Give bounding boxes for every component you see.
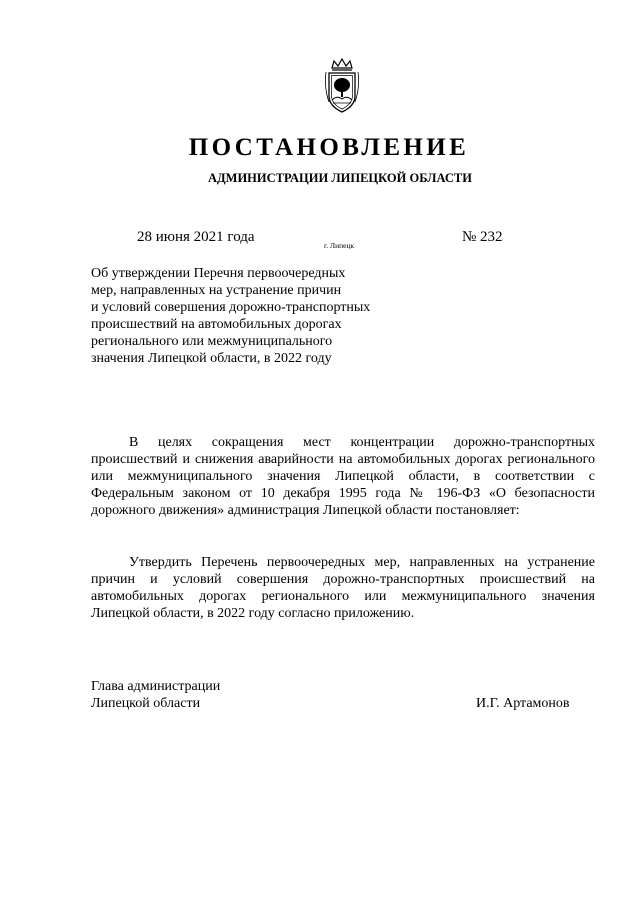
subject-line: регионального или межмуниципального (91, 334, 333, 349)
document-place: г. Липецк (324, 241, 355, 250)
signatory-name: И.Г. Артамонов (476, 696, 570, 711)
document-number: № 232 (462, 229, 503, 245)
resolution-paragraph: Утвердить Перечень первоочередных мер, направленных на устранение причин и условий совершения дорожно-транспортных происшествий на автомобильных дорогах регионального или межмуниципального значения Липецкой области, в 2022 году согласно приложению. (91, 555, 595, 621)
subject-line: значения Липецкой области, в 2022 году (91, 351, 332, 366)
position-line: Глава администрации (91, 679, 221, 694)
issuing-authority: АДМИНИСТРАЦИИ ЛИПЕЦКОЙ ОБЛАСТИ (208, 171, 472, 185)
subject-line: и условий совершения дорожно-транспортных (91, 300, 371, 315)
preamble-paragraph: В целях сокращения мест концентрации дорожно-транспортных происшествий и снижения аварийности на автомобильных дорогах регионального или межмуниципального значения Липецкой области, в соответствии с Федеральным законом от 10 декабря 1995 года № 196-ФЗ «О безопасности дорожного движения» администрация Липецкой области постановляет: (91, 435, 595, 518)
subject-line: Об утверждении Перечня первоочередных (91, 266, 346, 281)
document-subject (91, 265, 411, 367)
subject-line: происшествий на автомобильных дорогах (91, 317, 342, 332)
document-date: 28 июня 2021 года (137, 229, 255, 245)
document-title: ПОСТАНОВЛЕНИЕ (188, 134, 470, 161)
position-line: Липецкой области (91, 696, 201, 711)
subject-line: мер, направленных на устранение причин (91, 283, 342, 298)
coat-of-arms-icon (323, 58, 361, 114)
signatory-position (91, 678, 220, 712)
